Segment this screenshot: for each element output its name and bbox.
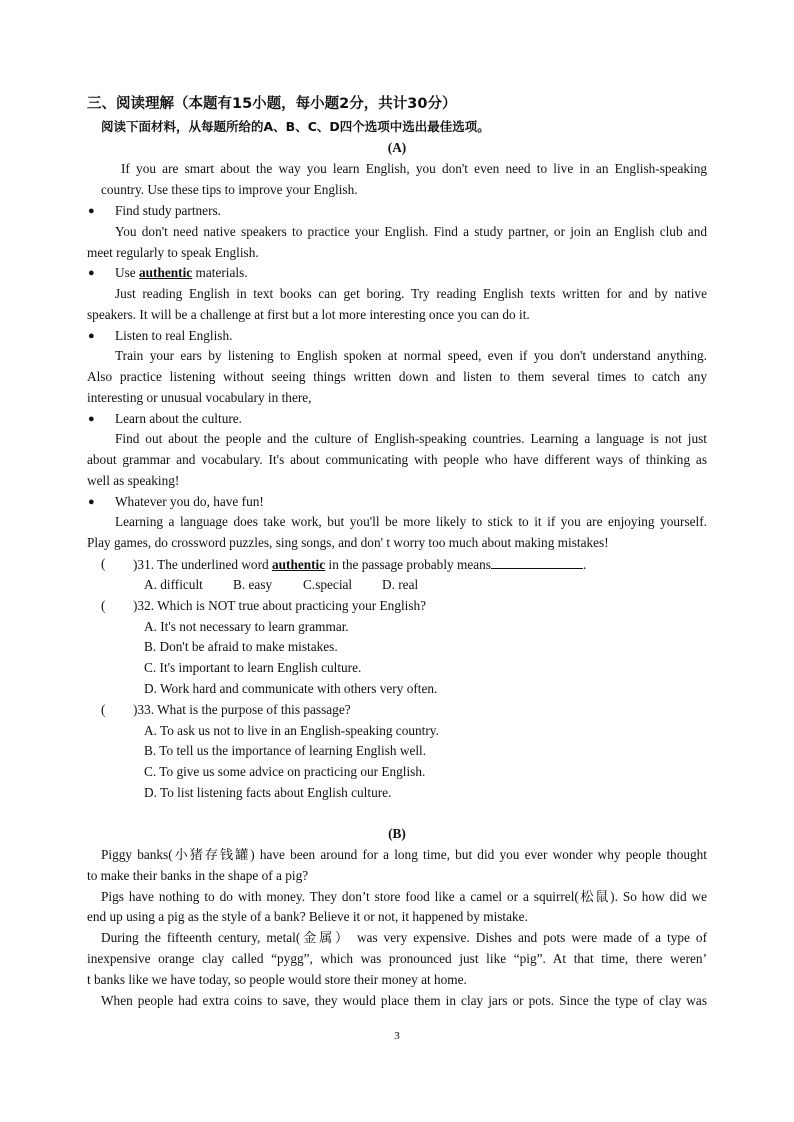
option: C. To give us some advice on practicing our English. (144, 764, 426, 779)
tip-heading-pre: Use (115, 265, 140, 280)
bullet-icon: ● (88, 267, 95, 279)
underlined-word: authentic (271, 557, 326, 572)
tip-heading (115, 265, 248, 281)
tip-line: meet regularly to speak English. (87, 245, 259, 260)
tip-heading: Whatever you do, have fun! (115, 494, 264, 509)
passage-a-intro-line: If you are smart about the way you learn English, you don't even need to live in an English-speaking (121, 161, 707, 176)
passage-b-line: t banks like we have today, so people would store their money at home. (87, 972, 467, 987)
option: C.special (303, 577, 353, 592)
passage-b-line: Pigs have nothing to do with money. They don’t store food like a camel or a squirrel(松鼠). So how did we (101, 889, 707, 904)
option: B. To tell us the importance of learning English well. (144, 743, 427, 758)
tip-line: speakers. It will be a challenge at first but a lot more interesting once you can do it. (87, 307, 530, 322)
question-stem-pre: )31. The underlined word (133, 557, 272, 572)
option: D. To list listening facts about English culture. (144, 785, 392, 800)
tip-line: You don't need native speakers to practice your English. Find a study partner, or join an English club and (115, 224, 707, 239)
bullet-icon: ● (88, 330, 95, 342)
option: D. real (382, 577, 419, 592)
passage-b-line: Piggy banks(小猪存钱罐) have been around for a long time, but did you ever wonder why people thought (101, 847, 707, 862)
passage-b-line: end up using a pig as the style of a bank? Believe it or not, it happened by mistake. (87, 909, 528, 924)
option: A. To ask us not to live in an English-speaking country. (144, 723, 439, 738)
tip-line: interesting or unusual vocabulary in there, (87, 390, 312, 405)
answer-blank[interactable] (491, 556, 583, 569)
tip-line: Play games, do crossword puzzles, sing songs, and don' t worry too much about making mistakes! (87, 535, 609, 550)
answer-paren[interactable]: ( (101, 702, 106, 717)
option: B. Don't be afraid to make mistakes. (144, 639, 338, 654)
answer-paren[interactable]: ( (101, 556, 106, 571)
passage-b-line: During the fifteenth century, metal(金属） was very expensive. Dishes and pots were made of a type of (101, 930, 707, 945)
tip-line: Learning a language does take work, but you'll be more likely to stick to it if you are enjoying yourself. (115, 514, 707, 529)
passage-a-label: (A) (387, 140, 407, 155)
tip-heading-post: materials. (192, 265, 248, 280)
option: A. difficult (144, 577, 203, 592)
tip-line: about grammar and vocabulary. It's about communicating with people who have different ways of thinking as (87, 452, 707, 467)
tip-line: Just reading English in text books can get boring. Try reading English texts written for and by native (115, 286, 707, 301)
tip-line: Also practice listening without seeing things written down and listen to them several times to catch any (87, 369, 707, 384)
question-32-stem: )32. Which is NOT true about practicing your English? (133, 598, 427, 613)
question-stem-end: . (582, 557, 587, 572)
section-title: 三、阅读理解（本题有15小题，每小题2分，共计30分） (87, 96, 457, 112)
tip-line: Find out about the people and the culture of English-speaking countries. Learning a language is not just (115, 431, 707, 446)
tip-line: Train your ears by listening to English spoken at normal speed, even if you don't understand anything. (115, 348, 707, 363)
question-33-stem: )33. What is the purpose of this passage? (133, 702, 351, 717)
option: C. It's important to learn English culture. (144, 660, 362, 675)
question-31-stem (133, 556, 586, 573)
option: A. It's not necessary to learn grammar. (144, 619, 349, 634)
passage-b-label: (B) (388, 826, 406, 841)
section-instruction: 阅读下面材料，从每题所给的A、B、C、D四个选项中选出最佳选项。 (101, 119, 490, 134)
answer-paren[interactable]: ( (101, 598, 106, 613)
tip-line: well as speaking! (87, 473, 180, 488)
option: D. Work hard and communicate with others very often. (144, 681, 438, 696)
question-stem-post: in the passage probably means (325, 557, 491, 572)
bullet-icon: ● (88, 205, 95, 217)
passage-b-line: When people had extra coins to save, they would place them in clay jars or pots. Since the type of clay was (101, 993, 707, 1008)
option: B. easy (233, 577, 273, 592)
tip-heading: Learn about the culture. (115, 411, 243, 426)
bullet-icon: ● (88, 496, 95, 508)
passage-b-line: inexpensive orange clay called “pygg”, which was pronounced just like “pig”. At that time, there weren’ (87, 951, 707, 966)
underlined-word: authentic (139, 265, 193, 280)
bullet-icon: ● (88, 413, 95, 425)
passage-b-line: to make their banks in the shape of a pig? (87, 868, 309, 883)
tip-heading: Find study partners. (115, 203, 221, 218)
tip-heading: Listen to real English. (115, 328, 233, 343)
passage-a-intro-line: country. Use these tips to improve your English. (101, 182, 358, 197)
page-number: 3 (394, 1030, 400, 1042)
